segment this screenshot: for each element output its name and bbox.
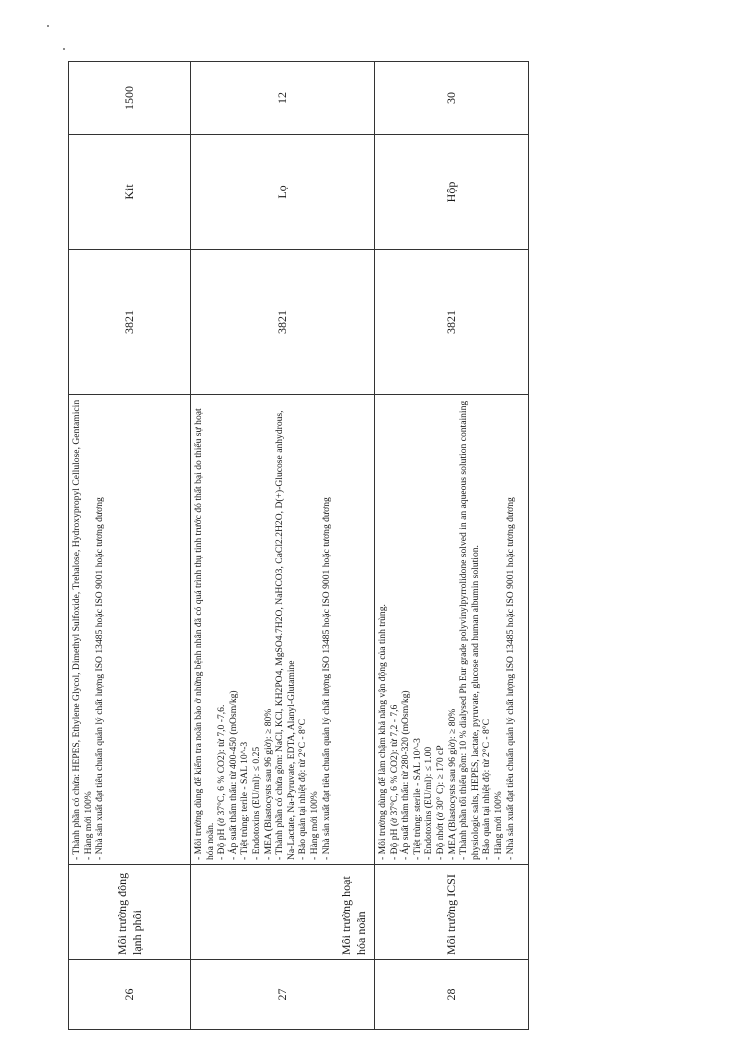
spec-line: - Nhà sản xuất đạt tiêu chuẩn quản lý chất lượng ISO 13485 hoặc ISO 9001 hoặc tương đương: [504, 497, 516, 860]
product-spec: [191, 395, 375, 865]
specification-table: [68, 61, 529, 1030]
product-unit: Kit: [69, 135, 191, 250]
spec-line: - Tiệt trùng: sterile - SAL 10^-3: [411, 738, 423, 860]
spec-line: - Endotoxins (EU/ml): ≤ 0.25: [250, 746, 262, 860]
spec-line: - Thành phần có chứa: HEPES, Ethylene Glycol, Dimethyl Sulfoxide, Trehalose, Hydroxypropyl Cellulose, Gentamicin: [71, 399, 82, 860]
spec-line: - Nhà sản xuất đạt tiêu chuẩn quản lý chất lượng ISO 13485 hoặc ISO 9001 hoặc tương đương: [320, 497, 332, 860]
product-name: Môi trường đông lạnh phôi: [69, 865, 191, 960]
product-name: Môi trường ICSI: [375, 865, 529, 960]
spec-line: - Áp suất thẩm thấu: từ 400-450 (mOsm/kg): [227, 690, 239, 860]
spec-line: - MEA (Blastocysts sau 96 giờ): ≥ 80%: [446, 708, 458, 860]
spec-line: - Độ pH (ở 37°C, 6 % CO2): từ 7,0 -7,6.: [216, 704, 228, 860]
product-quantity: 30: [375, 62, 529, 135]
spec-line: - Nhà sản xuất đạt tiêu chuẩn quản lý chất lượng ISO 13485 hoặc ISO 9001 hoặc tương đương: [94, 497, 106, 860]
spec-line: - Độ nhớt (ở 30° C): ≥ 170 cP: [434, 745, 446, 860]
scan-speck: [63, 48, 65, 50]
spec-line: - Bảo quản tại nhiệt độ: từ 2°C - 8°C: [481, 718, 493, 860]
row-number: 26: [69, 960, 191, 1030]
table-row: [375, 62, 529, 1030]
product-quantity: 12: [191, 62, 375, 135]
row-number: 27: [191, 960, 375, 1030]
spec-line: - Thành phần có chứa gồm: NaCl, KCl, KH2PO4, MgSO4.7H2O, NaHCO3, CaCl2.2H2O, D(+)-Glucose anhydrous, Na-Lactate, Na-Pyruvate, EDTA, Alanyl-Glutamine: [274, 410, 297, 860]
spec-line: - Thành phần tối thiểu gồm: 10 % dialysed Ph Eur grade polyvinylpyrrolidone solved in an aqueous solution containing physiologic salts, HEPES, lactate, pyruvate, glucose and human albumin solution.: [458, 400, 481, 860]
spec-line: - Môi trường dùng để kiểm tra noãn bào ở những bệnh nhân đã có quá trình thụ tinh trước đó thất bại do thiếu sự hoạt hóa noãn.: [193, 408, 216, 860]
product-code: 3821: [69, 250, 191, 395]
product-spec: [375, 395, 529, 865]
product-spec: [69, 395, 191, 865]
spec-line: - Hàng mới 100%: [492, 791, 504, 860]
spec-line: - Hàng mới 100%: [308, 791, 320, 860]
spec-line: - Áp suất thẩm thấu: từ 280-320 (mOsm/kg): [400, 690, 412, 860]
spec-line: - Độ pH (ở 37°C, 6 % CO2): từ 7,2 - 7,6: [388, 704, 400, 860]
product-unit: Lọ: [191, 135, 375, 250]
spec-line: - Tiệt trùng: terile - SAL 10^-3: [239, 741, 251, 860]
product-code: 3821: [191, 250, 375, 395]
product-name: Môi trường hoạt hóa noãn: [191, 865, 375, 960]
spec-line: - Hàng mới 100%: [82, 791, 94, 860]
table-row: [69, 62, 191, 1030]
spec-line: - MEA (Blastocysts sau 96 giờ): ≥ 80%: [262, 708, 274, 860]
row-number: 28: [375, 960, 529, 1030]
product-unit: Hộp: [375, 135, 529, 250]
scan-speck: [47, 25, 49, 27]
product-code: 3821: [375, 250, 529, 395]
table-row: [191, 62, 375, 1030]
spec-line: - Bảo quản tại nhiệt độ: từ 2°C - 8°C: [297, 718, 309, 860]
rotated-table-container: [68, 62, 528, 1030]
spec-line: - Môi trường dùng để làm chậm khả năng vận động của tinh trùng.: [377, 604, 388, 860]
product-quantity: 1500: [69, 62, 191, 135]
spec-line: - Endotoxins (EU/ml): ≤ 1.00: [423, 746, 435, 860]
